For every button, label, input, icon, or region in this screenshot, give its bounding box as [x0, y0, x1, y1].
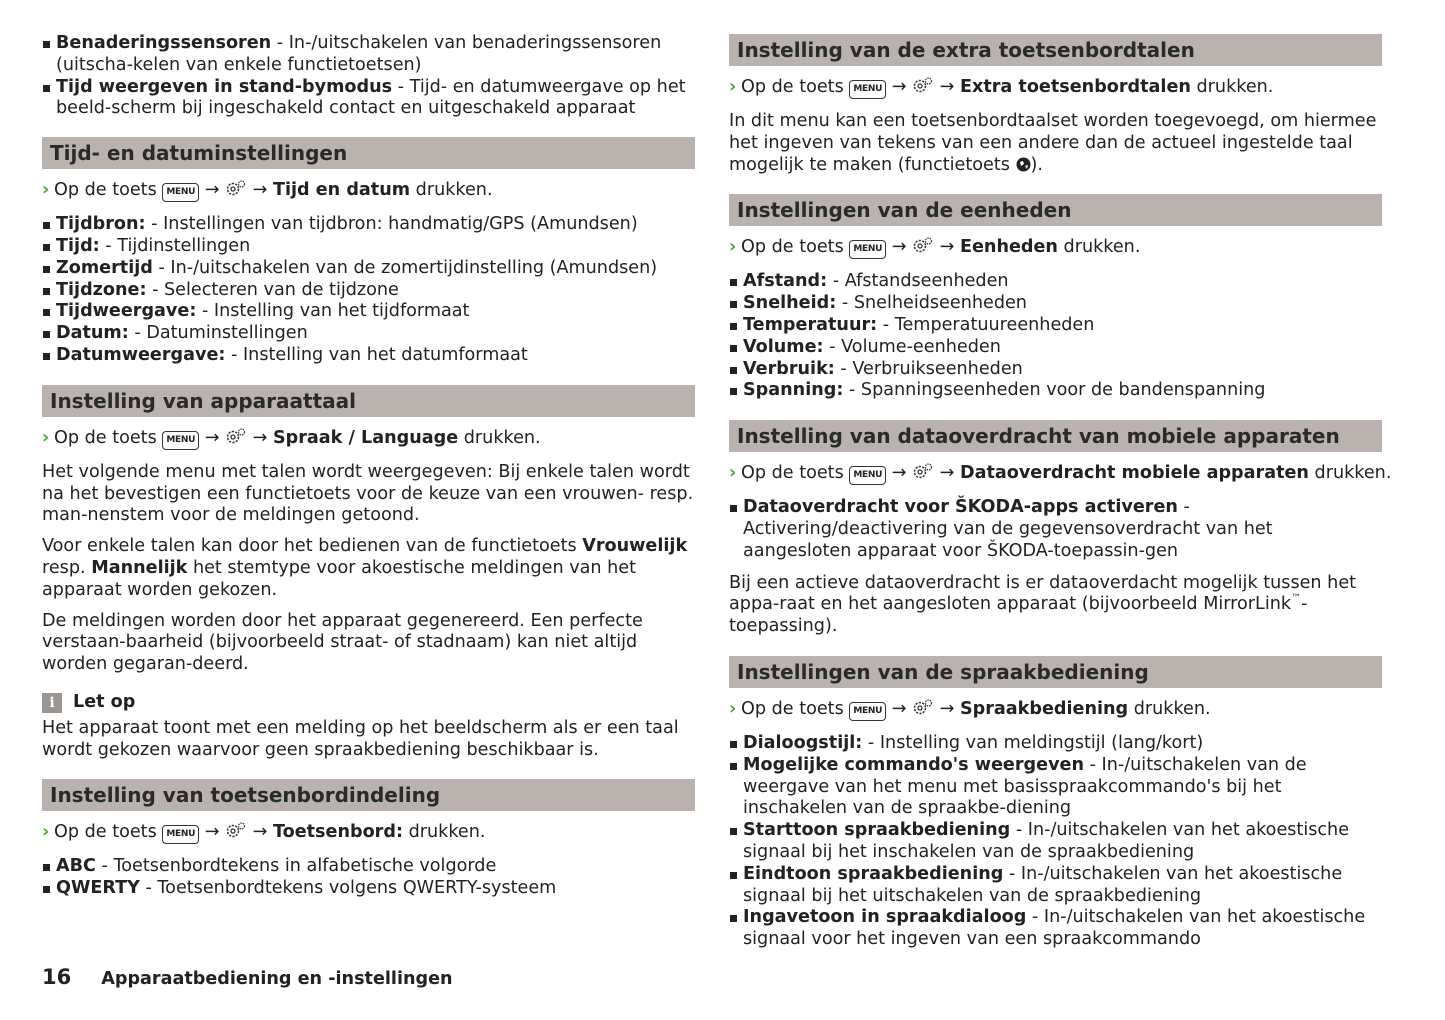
chapter-title: Apparaatbediening en -instellingen	[101, 969, 453, 989]
step-instruction: › Op de toets MENU → → Spraakbediening drukken.	[729, 698, 1211, 719]
section-heading-units: Instellingen van de eenheden	[729, 194, 1382, 226]
menu-key-icon: MENU	[849, 240, 886, 259]
right-arrow-icon: →	[891, 77, 907, 97]
right-arrow-icon: →	[204, 822, 220, 843]
settings-gear-icon	[225, 821, 247, 839]
right-arrow-icon: →	[891, 698, 907, 719]
section-heading-time-date: Tijd- en datuminstellingen	[42, 137, 695, 169]
paragraph: Voor enkele talen kan door het bedienen van de functietoets Vrouwelijk resp. Mannelijk het stemtype voor akoestische meldingen van het apparaat worden gekozen.	[42, 536, 688, 600]
menu-key-icon: MENU	[849, 702, 886, 721]
note-text: Het apparaat toont met een melding op het beeldscherm als er een taal wordt gekozen waarvoor geen spraakbediening beschikbaar is.	[42, 717, 679, 760]
step-arrow-icon: ›	[729, 77, 737, 97]
step-instruction: › Op de toets MENU → → Spraak / Language drukken.	[42, 427, 541, 448]
menu-key-icon: MENU	[849, 80, 886, 99]
keyboard-layout-list	[42, 856, 695, 900]
step-arrow-icon: ›	[42, 427, 50, 448]
list-item: Tijd: - Tijdinstellingen	[42, 236, 695, 258]
right-arrow-icon: →	[252, 180, 268, 201]
list-item: Tijdzone: - Selecteren van de tijdzone	[42, 280, 695, 302]
list-item: Starttoon spraakbediening - In-/uitschakelen van het akoestische signaal bij het inschakelen van de spraakbediening	[729, 820, 1382, 864]
right-arrow-icon: →	[939, 77, 955, 97]
right-arrow-icon: →	[939, 463, 955, 484]
section-heading-data-transfer: Instelling van dataoverdracht van mobiele apparaten	[729, 420, 1382, 452]
right-arrow-icon: →	[252, 427, 268, 448]
list-item: QWERTY - Toetsenbordtekens volgens QWERTY-systeem	[42, 878, 695, 900]
globe-key-icon	[1016, 157, 1031, 172]
menu-key-icon: MENU	[162, 183, 199, 202]
list-item: Dialoogstijl: - Instelling van meldingstijl (lang/kort)	[729, 733, 1382, 755]
settings-gear-icon	[225, 427, 247, 445]
section-heading-extra-keyboard-languages: Instelling van de extra toetsenbordtalen	[729, 34, 1382, 66]
intro-list	[42, 33, 695, 120]
settings-gear-icon	[912, 236, 934, 254]
time-date-list	[42, 214, 695, 367]
right-arrow-icon: →	[252, 822, 268, 843]
list-item: Volume: - Volume-eenheden	[729, 337, 1382, 359]
step-instruction: › Op de toets MENU → → Extra toetsenbordtalen drukken.	[729, 77, 1274, 97]
list-item: Zomertijd - In-/uitschakelen van de zomertijdinstelling (Amundsen)	[42, 258, 695, 280]
step-arrow-icon: ›	[42, 180, 50, 201]
menu-key-icon: MENU	[162, 825, 199, 844]
step-instruction: › Op de toets MENU → → Tijd en datum drukken.	[42, 180, 493, 201]
section-heading-keyboard-layout: Instelling van toetsenbordindeling	[42, 779, 695, 811]
info-icon: i	[42, 693, 62, 713]
step-arrow-icon: ›	[729, 463, 737, 484]
page-number: 16	[42, 965, 72, 989]
paragraph: In dit menu kan een toetsenbordtaalset worden toegevoegd, om hiermee het ingeven van tekens van een andere dan de actueel ingestelde taal mogelijk te maken (functietoets ).	[729, 111, 1377, 175]
units-list	[729, 271, 1382, 402]
right-arrow-icon: →	[204, 180, 220, 201]
step-instruction: › Op de toets MENU → → Eenheden drukken.	[729, 237, 1141, 258]
data-transfer-list	[729, 497, 1382, 562]
step-instruction: › Op de toets MENU → → Toetsenbord: drukken.	[42, 822, 486, 843]
menu-key-icon: MENU	[162, 431, 199, 450]
menu-key-icon: MENU	[849, 466, 886, 485]
list-item: Dataoverdracht voor ŠKODA-apps activeren - Activering/deactivering van de gegevensoverdracht van het aangesloten apparaat voor ŠKODA-toepassin-gen	[729, 497, 1382, 562]
list-item: Tijdbron: - Instellingen van tijdbron: handmatig/GPS (Amundsen)	[42, 214, 695, 236]
settings-gear-icon	[912, 698, 934, 716]
left-column	[42, 33, 695, 918]
step-instruction: › Op de toets MENU → → Dataoverdracht mobiele apparaten drukken.	[729, 463, 1392, 484]
list-item: Spanning: - Spanningseenheden voor de bandenspanning	[729, 380, 1382, 402]
list-item: Temperatuur: - Temperatuureenheden	[729, 315, 1382, 337]
right-arrow-icon: →	[204, 427, 220, 448]
section-heading-voice-control: Instellingen van de spraakbediening	[729, 656, 1382, 688]
list-item: Verbruik: - Verbruikseenheden	[729, 359, 1382, 381]
page-footer	[42, 967, 453, 991]
right-arrow-icon: →	[939, 698, 955, 719]
list-item: Snelheid: - Snelheidseenheden	[729, 293, 1382, 315]
right-arrow-icon: →	[891, 237, 907, 258]
step-arrow-icon: ›	[42, 822, 50, 843]
list-item: Ingavetoon in spraakdialoog - In-/uitschakelen van het akoestische signaal voor het ingeven van een spraakcommando	[729, 907, 1382, 951]
step-arrow-icon: ›	[729, 237, 737, 258]
section-heading-device-language: Instelling van apparaattaal	[42, 385, 695, 417]
settings-gear-icon	[225, 179, 247, 197]
right-arrow-icon: →	[891, 463, 907, 484]
list-item: Datum: - Datuminstellingen	[42, 323, 695, 345]
settings-gear-icon	[912, 462, 934, 480]
paragraph: Het volgende menu met talen wordt weergegeven: Bij enkele talen wordt na het bevestigen een functietoets voor de keuze van een vrouwen- resp. man-nenstem voor de meldingen getoond.	[42, 461, 694, 526]
settings-gear-icon	[912, 76, 934, 94]
list-item: Datumweergave: - Instelling van het datumformaat	[42, 345, 695, 367]
list-item: Tijd weergeven in stand-bymodus - Tijd- en datumweergave op het beeld-scherm bij ingeschakeld contact en uitgeschakeld apparaat	[42, 77, 695, 121]
note-header	[42, 692, 695, 714]
list-item: Mogelijke commando's weergeven - In-/uitschakelen van de weergave van het menu met basisspraakcommando's bij het inschakelen van de spraakbe-diening	[729, 755, 1382, 820]
paragraph: Bij een actieve dataoverdracht is er dataoverdacht mogelijk tussen het appa-raat en het aangesloten apparaat (bijvoorbeeld MirrorLink™-toepassing).	[729, 572, 1357, 637]
right-column	[729, 34, 1392, 969]
list-item: Eindtoon spraakbediening - In-/uitschakelen van het akoestische signaal bij het uitschakelen van de spraakbediening	[729, 864, 1382, 908]
list-item: ABC - Toetsenbordtekens in alfabetische volgorde	[42, 856, 695, 878]
paragraph: De meldingen worden door het apparaat gegenereerd. Een perfecte verstaan-baarheid (bijvoorbeeld straat- of stadnaam) kan niet altijd worden gegaran-deerd.	[42, 610, 643, 675]
note-title: Let op	[73, 691, 136, 712]
right-arrow-icon: →	[939, 237, 955, 258]
voice-control-list	[729, 733, 1382, 951]
list-item: Tijdweergave: - Instelling van het tijdformaat	[42, 301, 695, 323]
step-arrow-icon: ›	[729, 698, 737, 719]
list-item: Benaderingssensoren - In-/uitschakelen van benaderingssensoren (uitscha-kelen van enkele functietoetsen)	[42, 33, 695, 77]
list-item: Afstand: - Afstandseenheden	[729, 271, 1382, 293]
